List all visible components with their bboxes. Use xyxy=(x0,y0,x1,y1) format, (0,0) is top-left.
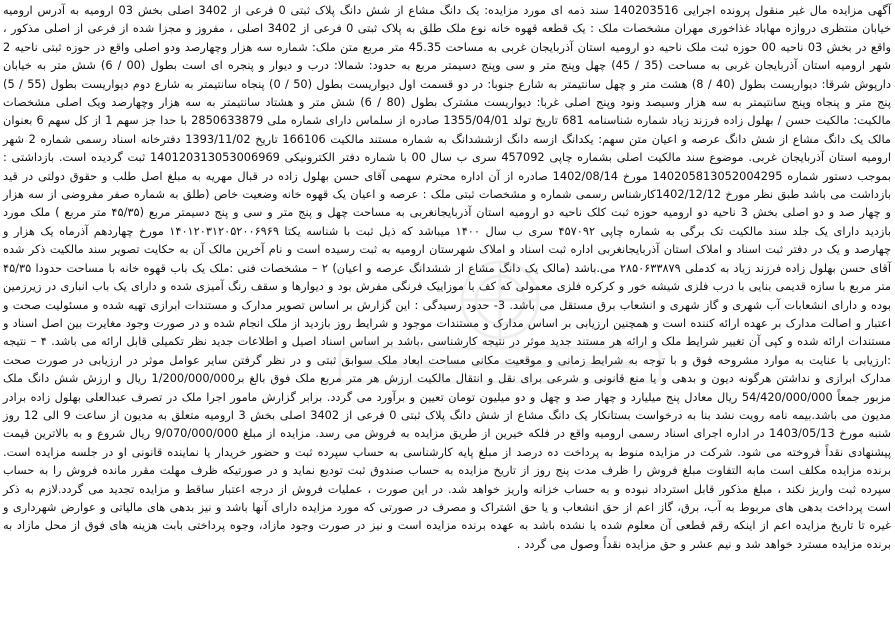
auction-notice-text: آگهی مزایده مال غیر منقول پرونده اجرایی 140203516 سند ذمه ای مورد مزایده: یک دانگ مشاع از شش دانگ پلاک ثبتی 0 فرعی از 3402 اصلی بخش 03 ارومیه به آدرس ارومیه خیابان منتظری دروازه مهاباد غذاخوری مهران مشخصات ملک : یک قطعه قهوه خانه نوع ملک طلق به پلاک ثبتی 0 فرعی از 3402 اصلی ، مفروز و مجزا شده از فرعی از اصلی مذکور ، واقع در بخش 03 ناحیه 00 حوزه ثبت ملک ناحیه دو ارومیه استان آذربایجان غربی به مساحت 45.35 متر مربع متن ملک: شماره سه هزار وچهارصد ودو اصلی واقع در حوزه ثبتی ناحیه 2 شهر ارومیه استان آذربایجان غربی به مساحت (35 / 45) چهل وپنج متر و سی وپنج دسیمتر مربع به حدود: شمالا: درب و دیوار و پنجره ای است بطول (00 / 6) شش متر به خیابان دارپوش شرقا: دیواریست بطول (40 / 8) هشت متر و چهل سانتیمتر به شارع جنوبا: در دو قسمت اول دیواریست بطول (50 / 0) پنجاه سانتیمتر به شارع دوم دیواریست بطول (55 / 5) پنج متر و پنجاه وپنج سانتیمتر به سه هزار وسیصد ونود وپنج اصلی غربا: دیواریست مشترک بطول (80 / 6) شش متر و هشتاد سانتیمتر به سه هزار وچهارصد ویک اصلی مشخصات مالکیت: مالکیت حسن / بهلول زاده فرزند زیاد شماره شناسنامه 681 تاریخ تولد 1355/04/01 صادره از سلماس دارای شماره ملی 2850633879 با حدا جز سهم 1 از کل سهم 6 بعنوان مالک یک دانگ مشاع از شش دانگ عرصه و اعیان متن سهم: یکدانگ ازسه دانگ ازششدانگ به شماره مستند مالکیت 166106 تاریخ 1393/11/02 دفترخانه اسناد رسمی شماره 2 شهر ارومیه استان آذربایجان غربی. موضوع سند مالکیت اصلی بشماره چاپی 457092 سری ب سال 00 با شماره دفتر الکترونیکی 140120313053006969 ثبت گردیده است. بازداشتی : بموجب دستور شماره 140205813052004295 مورخ 1402/08/14 صادره از آن اداره محترم سهمی آقای حسن بهلول زاده در قبال مهریه به مبلغ اصل طلب و حقوق دولتی در قید بازداشت می باشد طبق نظر مورخ 1402/12/12کارشناس رسمی شماره و مشخصات ثبتی ملک : عرصه و اعیان یک قهوه خانه وضعیت خاص (طلق به شماره صفر مفروضی از سه هزار و چهار صد و دو اصلی بخش 3 ناحیه دو ارومیه حوزه ثبت کلک ناحیه دو ارومیه استان آذربایجانغربی به مساحت چهل و پنج متر و سی و پنج دسیمتر مربع (۴۵/۳۵ متر مربع ) ملک مورد بازدید دارای یک جلد سند مالکیت تک برگی به شماره چاپی ۴۵۷۰۹۲ سری ب سال ۱۴۰۰ میباشد که ذیل ثبت با شناسه یکتا ۱۴۰۱۲۰۳۱۲۰۵۲۰۰۶۹۶۹ مورخ چهاردهم آذرماه یک هزار و چهارصد و یک در دفتر ثبت اسناد و املاک استان آذربایجانغربی اداره ثبت اسناد و املاک شهرستان ارومیه به ثبت رسیده است و نام آخرین مالک آن به حکایت تصویر سند مالکیت ذکر شده آقای حسن بهلول زاده فرزند زیاد به کدملی ۲۸۵۰۶۳۳۸۷۹ می.باشد (مالک یک دانگ مشاع از ششدانگ عرصه و اعیان) ۲ – مشخصات فنی :ملک یک باب قهوه خانه با مساحت حدودا ۴۵/۳۵ متر مربع با سازه قدیمی بنایی با درب فلزی شیشه خور و کرکره فلزی معمولی که کف با موزاییک فرنگی مفرش بود و دیوارها و سقف رنگ آمیزی شده و دارای یک باب انباری در زیرزمین بوده و دارای انشعابات آب شهری و گاز شهری و انشعاب برق مستقل می باشد. 3- حدود رسیدگی : این گزارش بر اساس تصویر مدارک و مستندات ابرازی تهیه شده و مسئولیت صحت و اعتبار و اصالت مدارک بر عهده ارائه کننده است و همچنین ارزیابی بر اساس مدارک و مستندات موجود و شرایط روز بازدید از ملک انجام شده و در صورت وجود مغایرت بین اصل اسناد و مستندات ارائه شده و کپی آن تغییر شرایط ملک و ارائه هر مستند جدید موثر در نتیجه کارشناسی ،باشد بر اساس اسناد اصیل و اطلاعات جدید نظر تکمیلی قابل ارائه می باشد. ۴ – نتیجه :ارزیابی با عنایت به موارد مشروحه فوق و با توجه به شرایط زمانی و موقعیت مکانی مساحت ابعاد ملک سوابق ثبتی و در نظر گرفتن سایر عوامل موثر در ارزیابی در صورت صحت مدارک ابرازی و نداشتن هرگونه دیون و بدهی و یا منع قانونی و شرعی برای نقل و انتقال مالکیت ارزش هر متر مربع ملک فوق بالغ بر1/200/000/000 ریال و ارزش شش دانگ ملک مزبور جمعاً 54/420/000/000 ریال معادل پنج میلیارد و چهار صد و چهل و دو میلیون تومان تعیین و برآورد می گردد. برابر گزارش مامور اجرا ملک در تصرف عبدالعلی بهلول زاده برادر مدیون می باشد.بیمه نامه رویت نشد بنا به درخواست بستانکار یک دانگ مشاع از شش دانگ پلاک ثبتی 0 فرعی از 3402 اصلی بخش 3 ارومیه متعلق به مدیون از ساعت 9 الی 12 روز شنبه مورخ 1403/05/13 در اداره اجرای اسناد رسمی ارومیه واقع در فلکه خیرین از طریق مزایده به فروش می رسد. مزایده از مبلغ 9/070/000/000 ریال شروع و به بالاترین قیمت پیشنهادی نقداً فروخته می شود. شرکت در مزایده منوط به پرداخت ده درصد از مبلغ پایه کارشناسی به حساب سپرده ثبت و حضور خریدار یا نماینده قانونی او در جلسه مزایده است. برنده مزایده مکلف است مابه التفاوت مبلغ فروش را ظرف مدت پنج روز از تاریخ مزایده به حساب صندوق ثبت تودیع نماید و در صورتیکه ظرف مهلت مقرر مانده فروش را به حساب سپرده ثبت واریز نکند ، مبلغ مذکور قابل استرداد نبوده و به حساب خزانه واریز خواهد شد. در این صورت ، عملیات فروش از درجه اعتبار ساقط و مزایده تجدید می گردد.لازم به ذکر است پرداخت بدهی های مربوط به آب، برق، گاز اعم از حق انشعاب و یا حق اشتراک و مصرف در صورتی که مورد مزایده دارای آنها باشد و نیز بدهی های مالیاتی و عوارض شهرداری و غیره تا تاریخ مزایده اعم از اینکه رقم قطعی آن معلوم شده یا نشده باشد به عهده برنده مزایده است و نیز در صورت وجود مازاد، وجوه پرداختی بابت هزینه های فوق از محل مازاد به برنده مزایده مسترد خواهد شد و نیم عشر و حق مزایده نقداً وصول می گردد . xyxy=(3,3,892,551)
